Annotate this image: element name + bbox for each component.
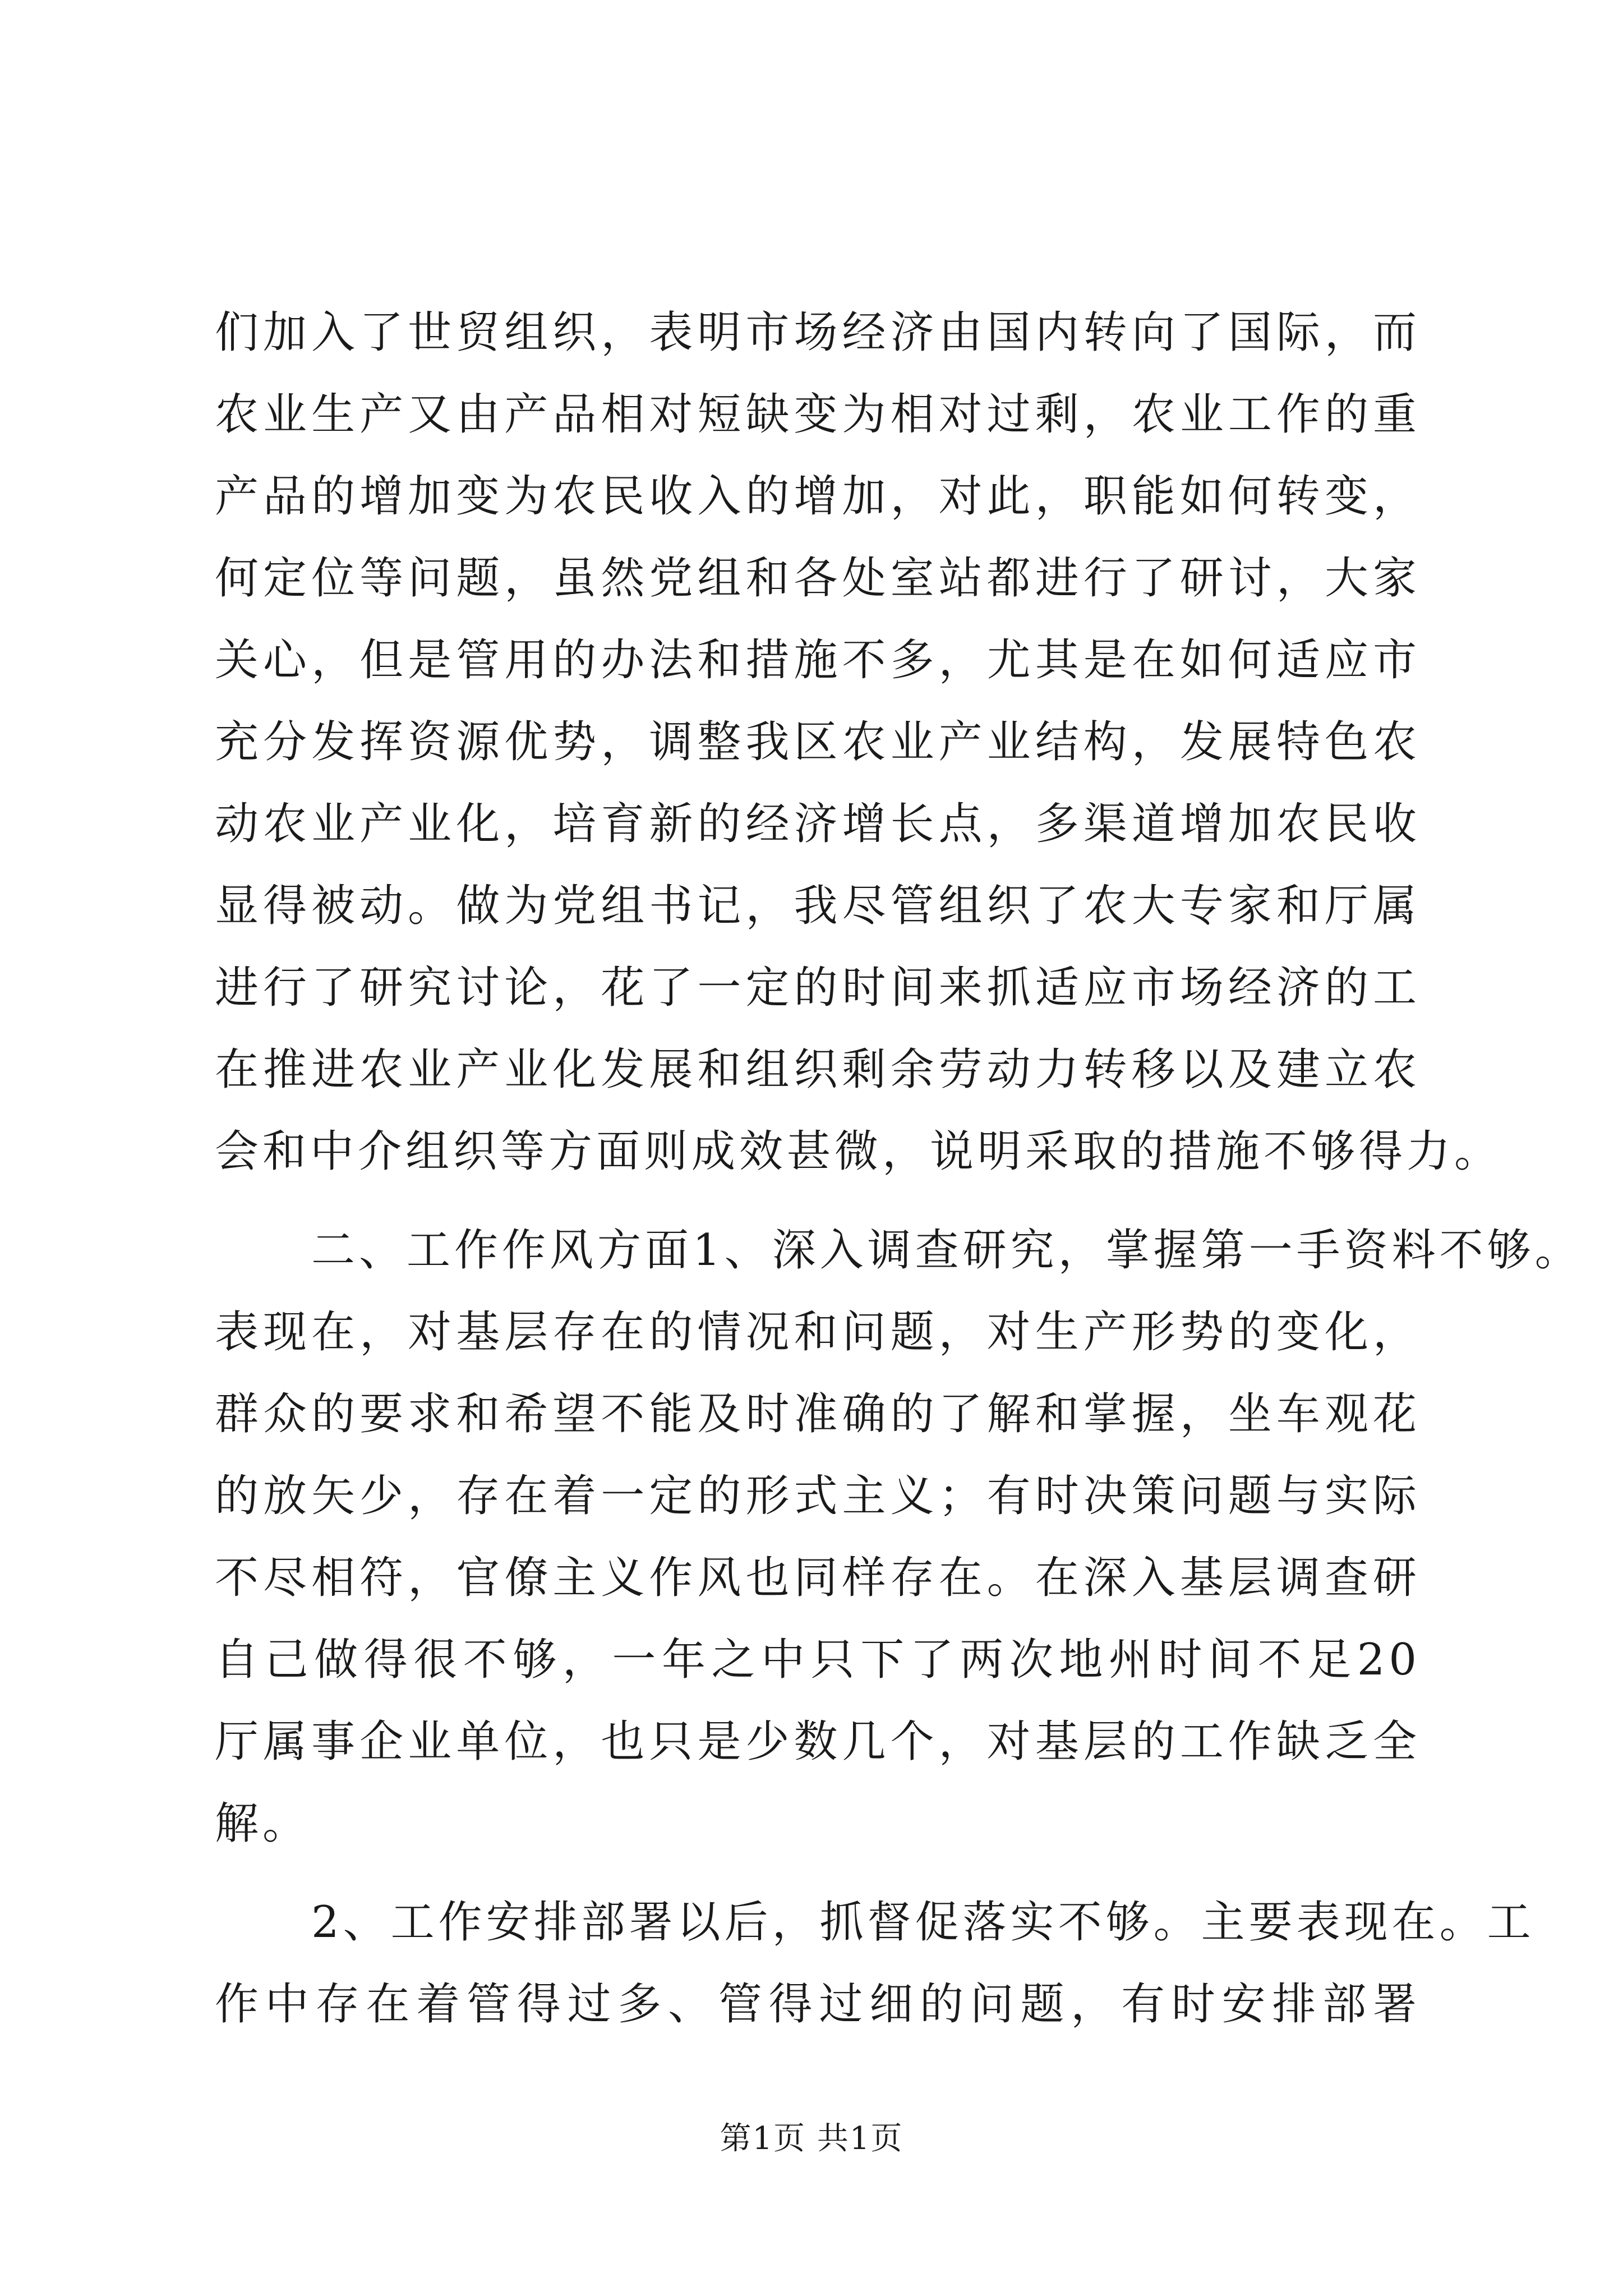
text-line: 何定位等问题，虽然党组和各处室站都进行了研讨，大家 [215,553,1421,604]
text-line: 充分发挥资源优势，调整我区农业产业结构，发展特色农 [215,717,1421,767]
paragraph-spacer [215,1193,1421,1209]
paragraph-spacer [215,1865,1421,1881]
text-line: 不尽相符，官僚主义作风也同样存在。在深入基层调查研 [215,1553,1421,1603]
text-line: 在推进农业产业化发展和组织剩余劳动力转移以及建立农 [215,1045,1421,1095]
paragraph-2 [215,1209,1583,1865]
page-number-label: 第1页 共1页 [720,2120,903,2157]
text-line: 厅属事企业单位，也只是少数几个，对基层的工作缺乏全 [215,1717,1421,1767]
text-line: 进行了研究讨论，花了一定的时间来抓适应市场经济的工 [215,963,1421,1013]
text-line: 自己做得很不够，一年之中只下了两次地州时间不足20 [215,1635,1421,1685]
text-line: 解。 [215,1798,311,1849]
text-line: 会和中介组织等方面则成效甚微，说明采取的措施不够得力。 [215,1126,1502,1177]
text-line: 关心，但是管用的办法和措施不多，尤其是在如何适应市 [215,635,1421,685]
paragraph-1 [215,292,1502,1193]
text-line: 产品的增加变为农民收入的增加，对此，职能如何转变， [215,471,1421,522]
page-footer [0,2114,1623,2159]
text-line: 作中存在着管得过多、管得过细的问题，有时安排部署 [215,1979,1421,2030]
text-line: 表现在，对基层存在的情况和问题，对生产形势的变化， [215,1307,1421,1358]
text-line: 显得被动。做为党组书记，我尽管组织了农大专家和厅属 [215,881,1421,931]
text-line: 群众的要求和希望不能及时准确的了解和掌握，坐车观花 [215,1389,1421,1439]
text-line: 动农业产业化，培育新的经济增长点，多渠道增加农民收 [215,799,1421,849]
text-line: 农业生产又由产品相对短缺变为相对过剩，农业工作的重 [215,389,1421,440]
paragraph-3 [215,1881,1535,2045]
text-line: 2、工作安排部署以后，抓督促落实不够。主要表现在。工 [311,1897,1535,1948]
document-body [215,292,1583,2045]
text-line: 们加入了世贸组织，表明市场经济由国内转向了国际，而 [215,307,1421,358]
text-line: 的放矢少，存在着一定的形式主义；有时决策问题与实际 [215,1471,1421,1521]
text-line: 二、工作作风方面1、深入调查研究，掌握第一手资料不够。 [311,1225,1583,1276]
